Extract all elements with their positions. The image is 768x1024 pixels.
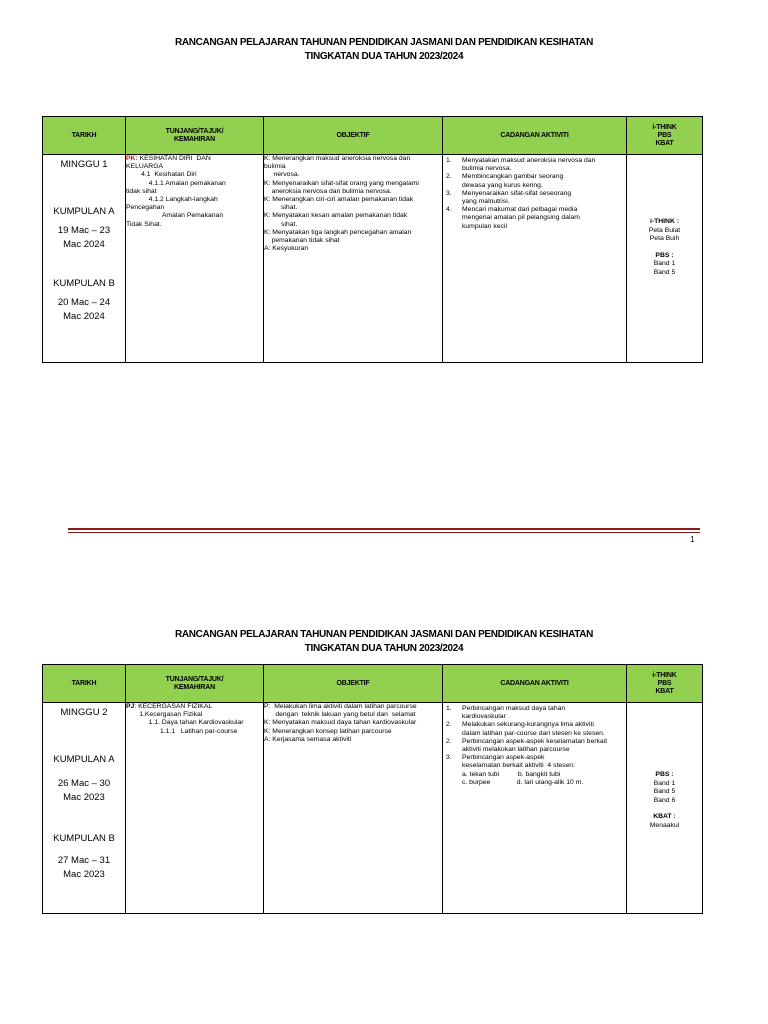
lesson-plan-table-1 — [42, 116, 703, 363]
title-line-2: TINGKATAN DUA TAHUN 2023/2024 — [304, 643, 464, 654]
header-cadangan: CADANGAN AKTIVITI — [443, 665, 627, 703]
group-a-date-2: Mac 2023 — [63, 792, 105, 803]
group-b-label: KUMPULAN B — [53, 833, 115, 844]
objektif-cell: P: Melakukan lima aktiviti dalam latihan parcourse dengan teknik lakuan yang betul dan selamat K: Menyatakan maksud daya tahan kardiovaskular K: Menerangkan konsep latihan parcourse A: Kerjasama semasa aktiviti — [264, 703, 443, 914]
lesson-plan-table-2 — [42, 664, 703, 914]
kbat-label: KBAT : — [653, 813, 676, 820]
tarikh-cell — [43, 155, 126, 363]
group-b-label: KUMPULAN B — [53, 278, 115, 289]
header-objektif: OBJEKTIF — [264, 117, 443, 155]
group-a-label: KUMPULAN A — [53, 206, 115, 217]
tarikh-cell — [43, 703, 126, 914]
tunjang-cell: PK: KESIHATAN DIRI DAN KELUARGA 4.1 Kesihatan Diri 4.1.1 Amalan pemakanan tidak sihat 4.1.2 Langkah-langkah Pencegahan Amalan Pemakanan Tidak Sihat. — [126, 155, 264, 363]
activity-list — [443, 155, 626, 231]
header-tunjang: TUNJANG/TAJUK/ KEMAHIRAN — [126, 665, 264, 703]
side-cell: PBS : Band 1 Band 5 Band 6 KBAT : Menaakul — [627, 703, 703, 914]
title-line-2: TINGKATAN DUA TAHUN 2023/2024 — [304, 51, 464, 62]
footer-divider-thin — [68, 532, 700, 533]
list-item: 2. Perbincangan aspek-aspek keselamatan berkait aktiviti melakukan latihan parcourse — [446, 737, 608, 754]
header-side: i-THINK PBS KBAT — [627, 665, 703, 703]
header-tarikh: TARIKH — [43, 117, 126, 155]
header-cadangan: CADANGAN AKTIVITI — [443, 117, 627, 155]
table-header-row — [43, 665, 703, 703]
page-title — [0, 36, 768, 64]
week-label: MINGGU 1 — [60, 159, 108, 170]
list-item: 2. Melakukan sekurang-kurangnya lima aktiviti dalam latihan par-course dari stesen ke stesen. — [446, 721, 605, 737]
ithink-label: i-THINK : — [649, 218, 680, 225]
group-a-label: KUMPULAN A — [53, 754, 115, 765]
header-objektif: OBJEKTIF — [264, 665, 443, 703]
table-row — [43, 703, 703, 914]
header-tunjang: TUNJANG/TAJUK/ KEMAHIRAN — [126, 117, 264, 155]
group-a-date: 26 Mac – 30 — [57, 778, 111, 789]
group-a-date-2: Mac 2024 — [63, 239, 105, 250]
title-line-1: RANCANGAN PELAJARAN TAHUNAN PENDIDIKAN JASMANI DAN PENDIDIKAN KESIHATAN — [175, 37, 593, 48]
list-item: 4. Mencari makumat dari pelbagai media mengenai amalan pil pelangsing dalam kumpulan kecil — [446, 206, 580, 230]
strand-code: PK: — [126, 155, 138, 162]
list-item: 1. Menyatakan maksud aneroksia nervosa dan bulimia nervosa. — [446, 157, 596, 173]
group-b-date-2: Mac 2023 — [63, 869, 105, 880]
week-label: MINGGU 2 — [60, 707, 108, 718]
table-row — [43, 155, 703, 363]
pbs-label: PBS : — [655, 251, 674, 259]
list-item: 3. Menyenaraikan sifat-sifat seseorang yang malnutrisi. — [446, 189, 572, 206]
cadangan-cell — [443, 703, 627, 914]
title-line-1: RANCANGAN PELAJARAN TAHUNAN PENDIDIKAN JASMANI DAN PENDIDIKAN KESIHATAN — [175, 629, 593, 640]
group-b-date-2: Mac 2024 — [63, 311, 105, 322]
page-number: 1 — [690, 535, 695, 544]
activity-list — [443, 703, 626, 787]
page-title — [0, 628, 768, 656]
header-side: i-THINK PBS KBAT — [627, 117, 703, 155]
list-item: 2. Membincangkan gambar seorang dewasa yang kurus kering. — [446, 173, 564, 189]
tunjang-cell: PJ: KECERGASAN FIZIKAL 1.Kecergasan Fizikal 1.1. Daya tahan Kardiovaskular 1.1.1 Latihan par-course — [126, 703, 264, 914]
header-tarikh: TARIKH — [43, 665, 126, 703]
cadangan-cell — [443, 155, 627, 363]
side-cell: i-THINK : Peta Bulat Peta Buih PBS : Band 1 Band 5 — [627, 155, 703, 363]
pbs-label: PBS : — [655, 771, 674, 778]
group-b-date: 27 Mac – 31 — [57, 855, 111, 866]
group-a-date: 19 Mac – 23 — [57, 225, 111, 236]
group-b-date: 20 Mac – 24 — [57, 297, 111, 308]
list-item: 1. Perbincangan maksud daya tahan kardiovaskular — [446, 705, 566, 721]
list-item: 3. Perbincangan aspek-aspek keselamatan berkait aktiviti 4 stesen: a. tekan tubi b. bangkit tubi c. burpee d. lari ulang-alik 10 m. — [446, 754, 584, 786]
objektif-cell: K: Menerangkan maksud aneroksia nervosa dan bulimia nervosa. K: Menyenaraikan sifat-sifat orang yang mengalami aneroksia nervosa dan bulimia nervosa. K: Menerangkan ciri-ciri amalan pemakanan tidak sihat. K: Menyatakan kesan amalan pemakanan tidak sihat. K: Menyatakan tiga langkah pencegahan amalan pemakanan tidak sihat A: Kesyukuran — [264, 155, 443, 363]
table-header-row — [43, 117, 703, 155]
footer-divider — [68, 528, 700, 530]
strand-code: PJ — [126, 703, 135, 710]
